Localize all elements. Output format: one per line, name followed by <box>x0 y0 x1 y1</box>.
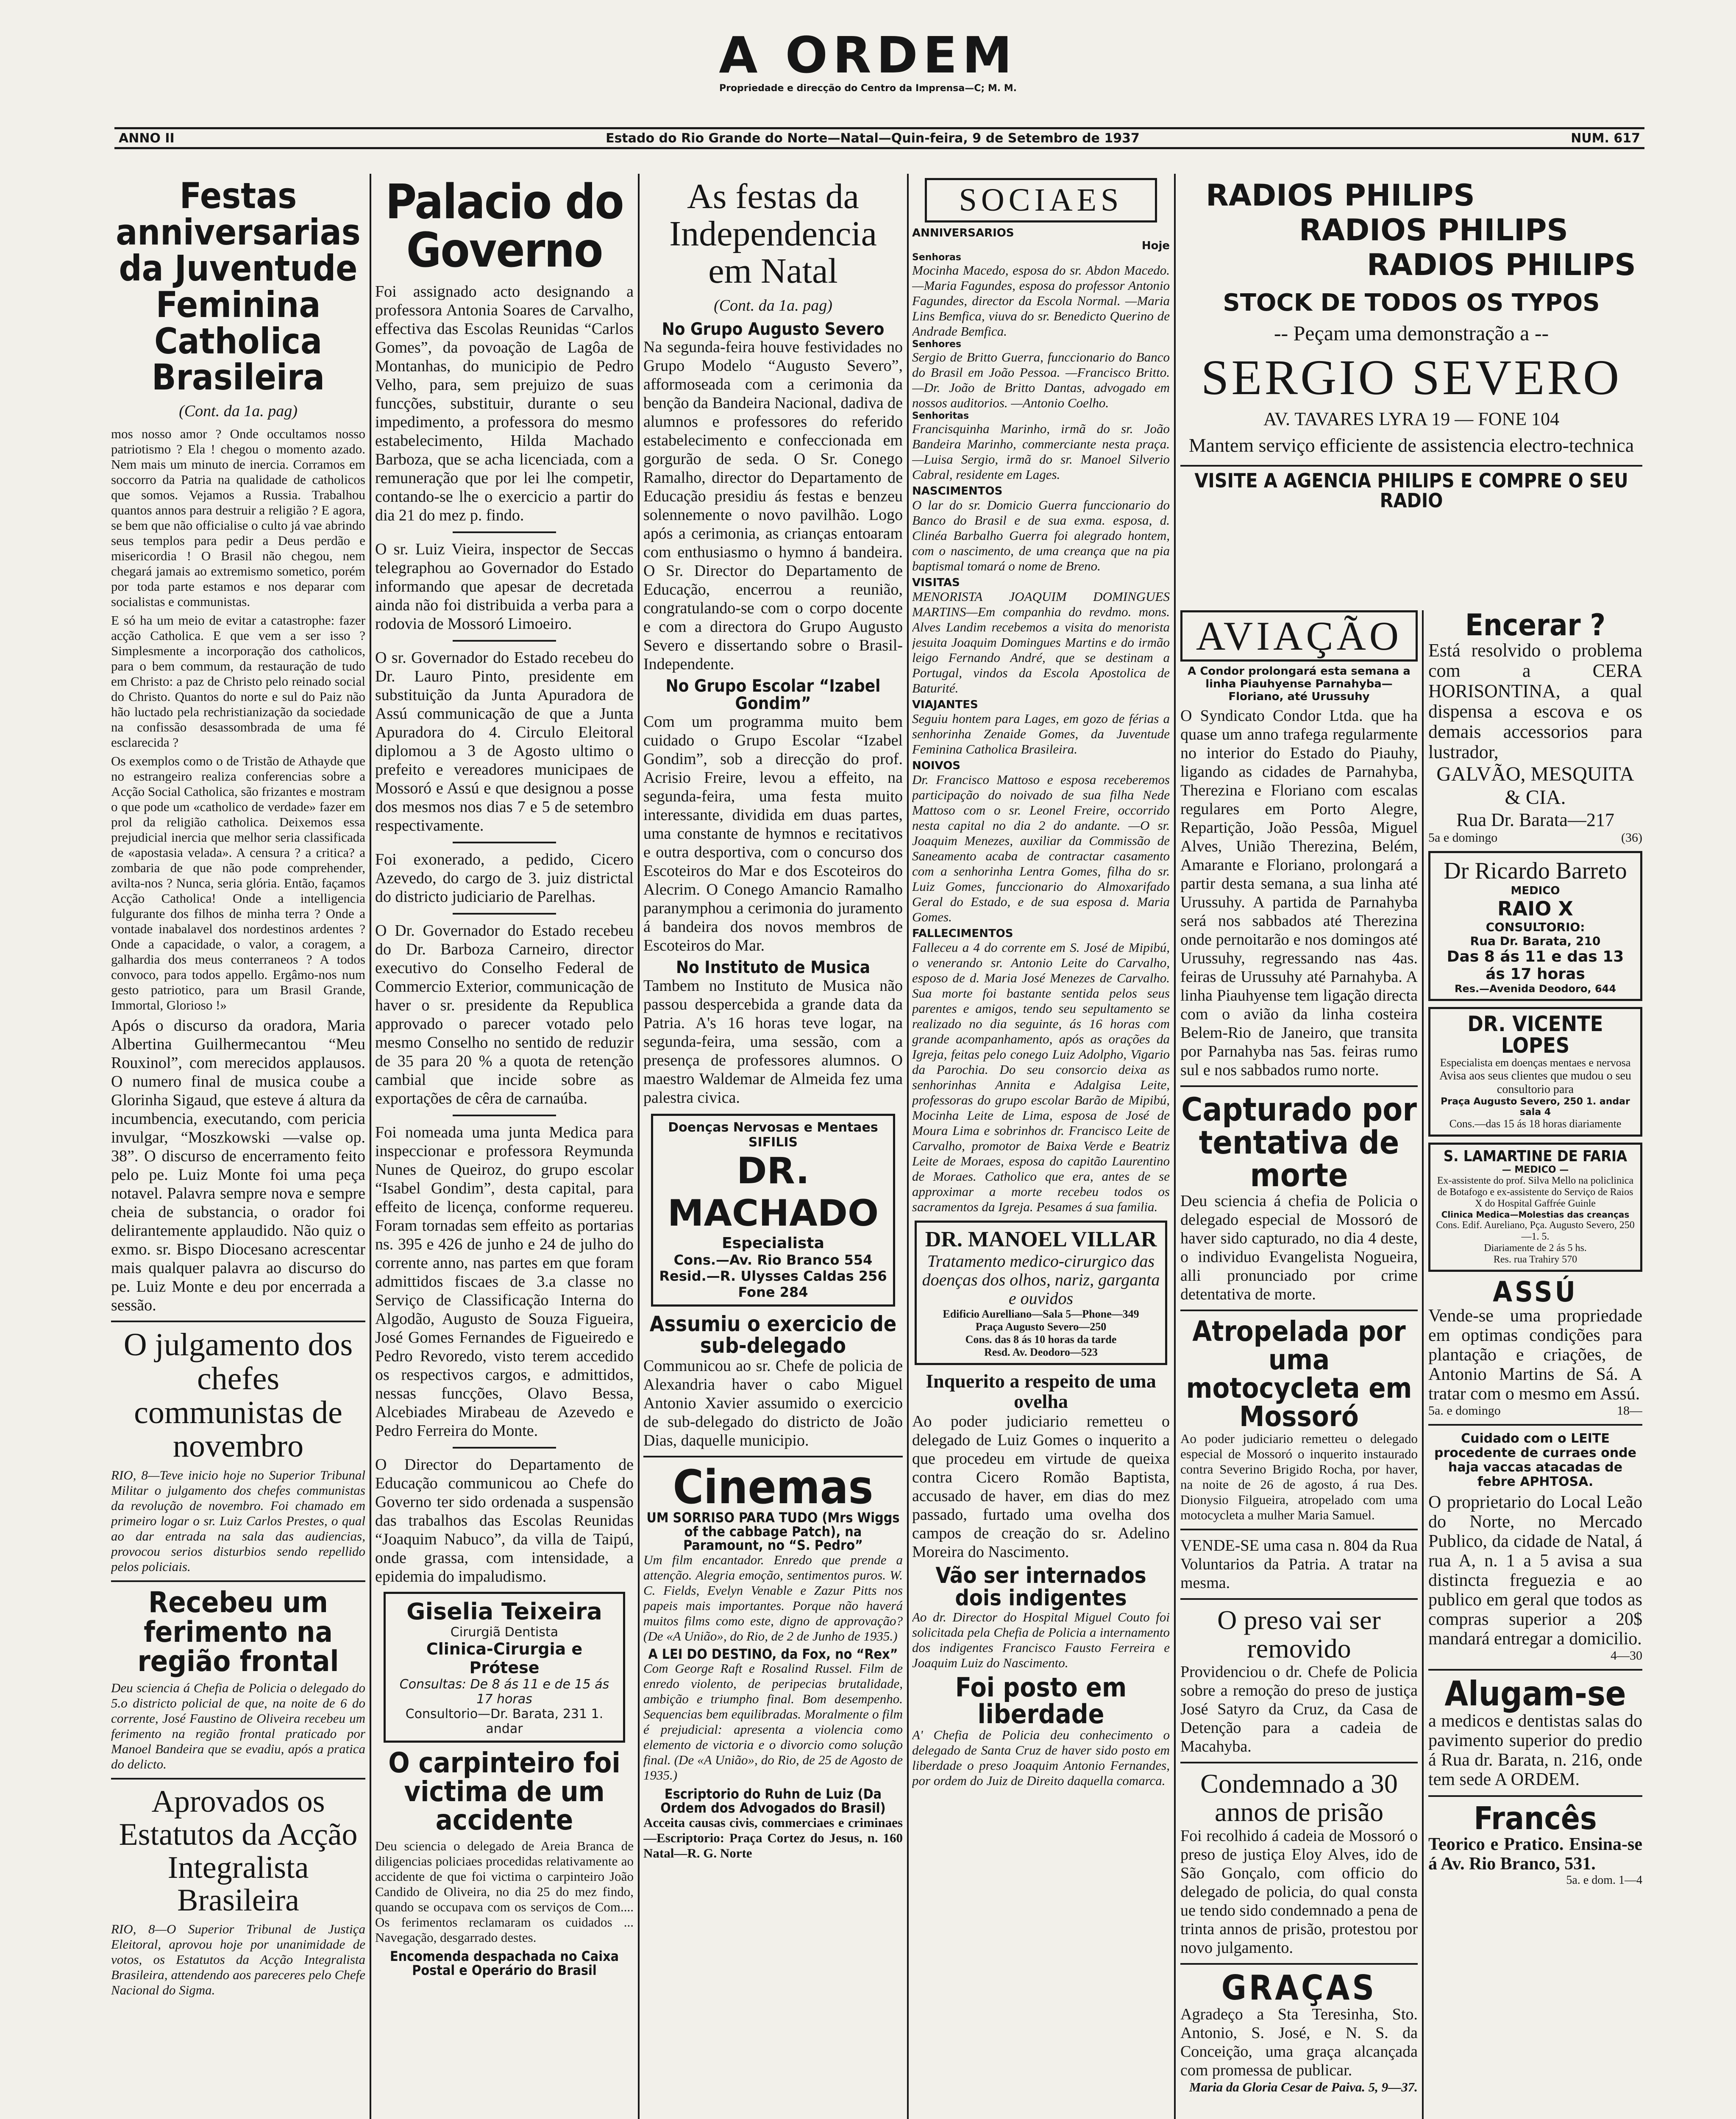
column-2 <box>375 178 634 2119</box>
section-subhead: VISITAS <box>912 576 960 589</box>
article-headline: Aprovados os Estatutos da Acção Integralista Brasileira <box>119 1784 358 1918</box>
column-1 <box>111 178 365 2119</box>
notice: Cuidado com o LEITE procedente de curraes onde haja vaccas atacadas de febre APHTOSA. <box>1434 1431 1636 1490</box>
ad-line: Res.—Avenida Deodoro, 644 <box>1454 983 1616 995</box>
issue-number: NUM. 617 <box>1571 131 1640 146</box>
paragraph: E só ha um meio de evitar a catastrophe: fazer acção Catholica. E que vem a ser isso ? Simplesmente a incorporação dos catholicos, para o bem commum, da restauração de tudo em Christo: a paz de Christo pelo reinado social do Christo. Quantos do norte e sul do Paiz não hão luctado pela rechristianização da sociedade na confissão desassombrada de uma fé esclarecida ? <box>111 613 365 750</box>
ad-line: — MEDICO — <box>1502 1165 1569 1176</box>
section-subhead: ANNIVERSARIOS <box>912 227 1014 239</box>
paragraph: Falleceu a 4 do corrente em S. José de Mipibú, o venerando sr. Antonio Leite do Carvalho, esposo de d. Maria José Menezes de Carvalho. Sua morte foi bastante sentida pelos seus parentes e amigos, tendo seu sepultamento se realizado no dia seguinte, ás 16 horas com grande acompanhamento, após as orações da Igreja, feitas pelo conego Luiz Adolpho, Vigario da Parochia. Do seu consorcio deixa as senhorinhas Annita e Adalgisa Leite, professoras do grupo escolar Barão de Mipibú, Mocinha Leite de Lima, esposa de José de Moura Lima e sobrinhos dr. Francisco Leite de Carvalho, promotor de Baixa Verde e Beatriz Leite de Moraes, esposa do capitão Laurentino de Moraes. Catholico que era, antes de se approximar a morte recebeu todos os sacramentos da Igreja. Pesames á sua familia. <box>912 940 1170 1214</box>
paragraph: Ao poder judiciario remetteu o delegado especial de Mossoró o inquerito instaurado contra Severino Brigido Rocha, por haver, na noite de 26 de agosto, á rua Des. Dionysio Filgueira, atropelado com uma motocycleta a mulher Maria Samuel. <box>1180 1431 1418 1522</box>
ad-name: Francês <box>1474 1800 1597 1837</box>
ad-line: Cons.—Av. Rio Branco 554 <box>673 1251 873 1268</box>
sociaes-header: SOCIAES <box>925 178 1157 222</box>
column-rule <box>1174 174 1176 2119</box>
ad-name: Alugam-se <box>1444 1674 1626 1714</box>
ad-line: RADIOS PHILIPS <box>1299 213 1568 247</box>
ad-line: Especialista em doenças mentaes e nervosa <box>1440 1057 1631 1069</box>
paragraph: Os exemplos como o de Tristão de Athayde que no estrangeiro realiza conferencias sobre a Acção Social Catholica, são frizantes e mostram o que pode um «catholico de verdade» fazer em prol da religião catholica. Deixemos essa prejudicial inercia que melhor seria classificada de «apostasia velada». A censura ? a critica? a zombaria de que não pode comprehender, avilta-nos ? Nunca, seria glória. Então, façamos Acção Catholica! Onde a intelligencia fulgurante dos filhos de minha terra ? Onde a vontade inabalavel dos nordestinos ardentes ? Onde a capacidade, o valor, a coragem, a galhardia dos meus conterraneos ? A todos convoco, para todos appello. Ergâmo-nos num gesto patriotico, para um Brasil Grande, Immortal, Glorioso !» <box>111 754 365 1013</box>
ad-line: Mantem serviço efficiente de assistencia electro-technica <box>1188 434 1634 456</box>
gracas-header: GRAÇAS <box>1221 1968 1377 2008</box>
column-rule <box>907 174 909 2119</box>
paragraph: mos nosso amor ? Onde occultamos nosso patriotismo ? Ela ! chegou o momento azado. Nem mais um minuto de inercia. Corramos em soccorro da Patria na qualidade de catholicos que somos. Vejamos a Russia. Trabalhou quantos annos para destruir a religião ? E agora, se bem que não officialise o culto já vae abrindo seus templos para pedir a Deus perdão e misericordia ! O Brasil não chegou, nem chegará jamais ao extremismo sometico, porém por toda parte estamos e nos deparar com socialistas e communistas. <box>111 426 365 609</box>
section-subhead: No Instituto de Musica <box>676 957 871 977</box>
ad-line: (36) <box>1621 831 1642 845</box>
paragraph: Communicou ao sr. Chefe de policia de Alexandria haver o cabo Miguel Antonio Xavier assumido o exercicio de sub-delegado do districto de João Dias, daquelle municipio. <box>643 1357 903 1449</box>
ad-line: Das 8 ás 11 e das 13 ás 17 horas <box>1447 948 1624 983</box>
ad-line: Consultorio—Dr. Barata, 231 1. andar <box>405 1707 604 1737</box>
paragraph: Agradeço a Sta Teresinha, Sto. Antonio, S. José, e N. S. da Conceição, uma graça alcançada com promessa de publicar. <box>1180 2005 1418 2080</box>
classified-line: Encomenda despachada no Caixa Postal e Operário do Brasil <box>389 1948 619 1979</box>
ad-line: -- Peçam uma demonstração a -- <box>1274 321 1549 345</box>
ad-name: Encerar ? <box>1465 610 1605 642</box>
section-subhead: No Grupo Escolar “Izabel Gondim” <box>665 676 881 714</box>
aviacao-header: AVIAÇÃO <box>1180 610 1418 662</box>
ad-line: Cirurgiã Dentista <box>450 1625 559 1640</box>
article-body <box>111 426 365 1013</box>
ad-line: Vende-se uma propriedade em optimas condições para plantação e criações, de Antonio Martins de Sá. A tratar com o mesmo em Assú. <box>1428 1306 1642 1404</box>
continuation-note: (Cont. da 1a. pag) <box>179 402 298 420</box>
cinemas-title: Cinemas <box>673 1460 874 1514</box>
ad-line: Especialista <box>722 1234 824 1252</box>
ad-line: Edificio Aurelliano—Sala 5—Phone—349 <box>943 1308 1139 1320</box>
ad-line: Res. rua Trahiry 570 <box>1493 1254 1577 1265</box>
article-headline: Inquerito a respeito de uma ovelha <box>926 1370 1156 1413</box>
ad-line: Consultas: De 8 ás 11 e de 15 ás 17 horas <box>399 1677 609 1707</box>
ad-line: Resid.—R. Ulysses Caldas 256 <box>659 1268 887 1284</box>
paragraph: O sr. Governador do Estado recebeu do Dr. Lauro Pinto, presidente em substituição da Junta Apuradora de Assú communicação de que a Junta Apuradora do 4. Circulo Eleitoral diplomou a 3 de Agosto ultimo o prefeito e vereadores municipaes de Mossoró e Assú e que designou a posse dos mesmos nos dias 7 e 5 de setembro respectivamente. <box>375 649 634 835</box>
column-3 <box>643 178 903 2119</box>
column-rule <box>370 174 371 2119</box>
ad-line: O proprietario do Local Leão do Norte, no Mercado Publico, da cidade de Natal, á rua A, n. 1 a 5 avisa a sua distincta freguezia e ao publico em geral que todos as compras superior a 20$ mandará entregar a domicilio. <box>1428 1493 1642 1649</box>
section-subhead: Senhoritas <box>912 411 969 421</box>
signature-line: Maria da Gloria Cesar de Paiva. 5, 9—37. <box>1189 2080 1418 2095</box>
paragraph: Com um programma muito bem cuidado o Grupo Escolar “Izabel Gondim”, sob a direcção do prof. Acrisio Freire, levou a effeito, na segunda-feira, uma festa muito interessante, dividida em duas partes, uma constante de hymnos e recitativos e outra desportiva, com o concurso dos Escoteiros do Mar e dos Escoteiros do Alecrim. O Conego Amancio Ramalho paranymphou a cerimonia do juramento á bandeira dos novos membros de Escoteiros do Mar. <box>643 712 903 954</box>
paragraph: RIO, 8—O Superior Tribunal de Justiça Eleitoral, aprovou hoje por unanimidade de votos, os Estatutos da Acção Integralista Brasileira, attendendo aos pareceres pelo Chefe Nacional do Sigma. <box>111 1922 365 1998</box>
article-headline: Palacio do Governo <box>385 178 623 278</box>
article-headline: Capturado por tentativa de morte <box>1181 1090 1417 1194</box>
newspaper-subtitle: Propriedade e direcção do Centro da Imprensa—C; M. M. <box>719 83 1017 94</box>
advertisement-doctor-villar <box>915 1221 1167 1365</box>
article-headline: Foi posto em liberdade <box>955 1671 1127 1730</box>
ad-name: SERGIO SEVERO <box>1201 350 1622 405</box>
ad-line: Diariamente de 2 ás 5 hs. <box>1484 1243 1587 1254</box>
article-headline: Atropelada por uma motocycleta em Mossoró <box>1186 1315 1412 1433</box>
ad-line: 4—30 <box>1611 1649 1642 1663</box>
ad-line: 5a. e domingo <box>1428 1404 1501 1418</box>
section-subhead: Senhoras <box>912 252 961 263</box>
paragraph: Ao dr. Director do Hospital Miguel Couto foi solicitada pela Chefia de Policia a internamento dos indigentes Francisco Fausto Ferreira e Joaquim Luiz do Nascimento. <box>912 1609 1170 1670</box>
masthead <box>0 26 1736 94</box>
ad-line: RADIOS PHILIPS <box>1206 178 1475 213</box>
article-body <box>111 1016 365 1315</box>
advertisement-doctor <box>651 1114 895 1307</box>
ad-name: S. LAMARTINE DE FARIA <box>1443 1148 1628 1165</box>
ad-name: Giselia Teixeira <box>406 1598 602 1625</box>
advertisement-dentist <box>384 1592 625 1743</box>
ad-line: 5a e domingo <box>1428 831 1498 845</box>
ad-line: a medicos e dentistas salas do pavimento superior do predio á Rua dr. Barata, n. 216, onde tem sede A ORDEM. <box>1428 1711 1642 1790</box>
paragraph: Deu sciencia á Chefia de Policia o delegado do 5.o districto policial de que, na noite de 6 do corrente, José Faustino de Oliveira recebeu um ferimento na região frontal praticado por Manoel Bandeira que se evadiu, após a pratica do delicto. <box>111 1680 365 1772</box>
paragraph: Na segunda-feira houve festividades no Grupo Modelo “Augusto Severo”, afformoseada com a cerimonia da benção da Bandeira Nacional, dadiva de alumnos e professores do referido estabelecimento e confeccionada em gorgurão de seda. O Sr. Conego Ramalho, director do Departamento de Educação presidiu ás festas e benzeu solennemente o novo pavilhão. Logo após a cerimonia, as crianças entoaram com enthusiasmo o hymno á bandeira. O Sr. Director do Departamento de Educação, encerrou a reunião, congratulando-se com o corpo docente e com a directora do Grupo Augusto Severo e dissertando sobre o Brasil-Independente. <box>643 338 903 673</box>
ad-line: 18— <box>1617 1404 1642 1418</box>
paragraph: MENORISTA JOAQUIM DOMINGUES MARTINS—Em companhia do revdmo. mons. Alves Landim recebemos a visita do menorista jesuita Joaquim Domingues Martins e do irmão leigo Fernando André, que se destinam a Portugal, vindos da Escola Apostolica de Baturité. <box>912 589 1170 695</box>
ad-line: Tratamento medico-cirurgico das doenças dos olhos, nariz, garganta e ouvidos <box>922 1251 1160 1308</box>
ad-line: Teorico e Pratico. Ensina-se á Av. Rio Branco, 531. <box>1428 1835 1642 1874</box>
ad-line: Acceita causas civis, commerciaes e criminaes—Escriptorio: Praça Cortez do Jesus, n. 160 Natal—R. G. Norte <box>643 1815 903 1860</box>
dateline <box>114 127 1644 149</box>
section-subhead: NOIVOS <box>912 759 961 772</box>
paragraph: A' Chefia de Policia deu conhecimento o delegado de Santa Cruz de haver sido posto em liberdade o preso Joaquim Antonio Fernandes, por ordem do Juiz de Direito daquella comarca. <box>912 1727 1170 1788</box>
philips-advertisement <box>1180 178 1642 602</box>
column-5a <box>1180 610 1418 2119</box>
ad-line: Rua Dr. Barata—217 <box>1456 809 1614 831</box>
column-4 <box>912 178 1170 2119</box>
advertisement-doctor-lopes <box>1428 1007 1642 1137</box>
column-rule <box>638 174 640 2119</box>
ad-line: STOCK DE TODOS OS TYPOS <box>1223 289 1600 317</box>
ad-line: AV. TAVARES LYRA 19 — FONE 104 <box>1263 409 1560 429</box>
ad-name: ASSÚ <box>1493 1276 1578 1309</box>
section-subhead: Hoje <box>1141 239 1170 252</box>
paragraph: O lar do sr. Domicio Guerra funccionario do Banco do Brasil e de sua exma. esposa, d. Clinéa Barbalho Guerra foi alegrado hontem, com o nascimento, de uma creança que na pia baptismal tomará o nome de Breno. <box>912 498 1170 573</box>
paragraph: Dr. Francisco Mattoso e esposa receberemos participação do noivado de sua filha Nede Mattoso com o sr. Leonel Freire, occorrido nesta capital no dia 2 do andante. —O sr. Joaquim Menezes, auxiliar da Commissão de Saneamento acaba de contractar casamento com a senhorinha Lentra Gomes, filha do sr. Luiz Gomes, funccionario do Almoxarifado Geral do Estado, e de sua esposa d. Maria Gomes. <box>912 772 1170 924</box>
article-headline: Festas anniversarias da Juventude Feminina Catholica Brasileira <box>116 178 361 398</box>
ad-line: Ex-assistente do prof. Silva Mello na policlinica de Botafogo e ex-assistente do Serviço de Raios X do Hospital Gaffrée Guinle <box>1437 1175 1634 1210</box>
ad-name: DR. MACHADO <box>667 1149 879 1235</box>
ad-line: Avisa aos seus clientes que mudou o seu consultorio para <box>1439 1069 1631 1096</box>
paragraph: Mocinha Macedo, esposa do sr. Abdon Macedo. —Maria Fagundes, esposa do professor Antonio Fagundes, director da Escola Normal. —Maria Lins Bemfica, viuva do sr. Benedicto Querino de Andrade Bemfica. <box>912 263 1170 339</box>
newspaper-title: A ORDEM <box>719 26 1017 84</box>
paragraph: Deu sciencia o delegado de Areia Branca de diligencias policiaes procedidas relativamente ao accidente de que foi victima o carpinteiro João Candido de Oliveira, no dia 25 do mez findo, quando se occupava com os serviços de Com.... Os ferimentos reclamaram os cuidados ... Navegação, desgarrado destes. <box>375 1838 634 1945</box>
paragraph: O sr. Luiz Vieira, inspector de Seccas telegraphou ao Governador do Estado informando que apesar de decretada ainda não foi distribuida a verba para a rodovia de Mossoró Limoeiro. <box>375 540 634 633</box>
ad-line: Cons.—das 15 ás 18 horas diariamente <box>1449 1118 1622 1130</box>
paragraph: RIO, 8—Teve inicio hoje no Superior Tribunal Militar o julgamento dos chefes communistas da revolução de novembro. Foi chamado em primeiro logar o sr. Luiz Carlos Prestes, o qual ao dar entrada na sala das audiencias, provocou serios disturbios sendo repellido pelos policiais. <box>111 1468 365 1574</box>
paragraph: Foi exonerado, a pedido, Cicero Azevedo, do cargo de 3. juiz districtal do districto judiciario de Parelhas. <box>375 851 634 906</box>
ad-line: MEDICO <box>1511 884 1560 898</box>
ad-line: CONSULTORIO: <box>1486 920 1585 934</box>
ad-line: Fone 284 <box>738 1284 808 1300</box>
article-headline: Assumiu o exercicio de sub-delegado <box>649 1311 897 1358</box>
paragraph: O Dr. Governador do Estado recebeu do Dr. Barboza Carneiro, director executivo do Conselho Federal de Commercio Exterior, communicação de haver o sr. presidente da Republica approvado o parecer votado pelo mesmo Conselho no sentido de reduzir de 35 para 20 % a quota de retenção cambial que incide sobre as exportações de cêra de carnaúba. <box>375 922 634 1108</box>
ad-line: Resd. Av. Deodoro—523 <box>984 1346 1098 1358</box>
section-subhead: FALLECIMENTOS <box>912 927 1013 940</box>
paragraph: Foi nomeada uma junta Medica para inspeccionar e professora Reymunda Nunes de Queiroz, do grupo escolar “Isabel Gondim”, desta capital, para effeito de licença, conforme requereu. Foram tornadas sem effeito as portarias ns. 395 e 426 de junho e 24 de julho do corrente anno, nas partes em que foram admittidos fiscaes de 3.a classe no Serviço de Classificação Interna do Algodão, Augusto de Souza Figueira, José Gomes Fernandes de Figueiredo e Pedro Revoredo, visto terem accedido os respectivos cargos, e admittidos, nessas funcções, Olavo Bessa, Alcebiades Mirabeau de Azevedo e Pedro Ferreira do Monte. <box>375 1123 634 1440</box>
issue-date: Estado do Rio Grande do Norte—Natal—Quin-feira, 9 de Setembro de 1937 <box>606 131 1140 146</box>
ad-line: Doenças Nervosas e Mentaes SIFILIS <box>668 1120 878 1150</box>
advertisement-doctor-faria <box>1428 1143 1642 1272</box>
section-subhead: Senhores <box>912 339 962 350</box>
paragraph: O Syndicato Condor Ltda. que ha quase um anno trafega regularmente no interior do Estado do Piauhy, ligando as cidades de Parnahyba, Therezina e Floriano com escalas regulares em Porto Alegre, Repartição, João Pessôa, Miguel Alves, União Therezina, Belém, Amarante e Floriano, prolongará a partir desta semana, a sua linha até Urussuhy. A partida de Parnahyba será nos sabbados até Therezina onde pernoitarão e nos domingos até Urussuhy, regressando nas 4as. feiras de Urussuhy até Parnahyba. A linha Piauhyense tem ligação directa com o avião da linha costeira Belem-Rio de Janeiro, que transita por Parnahyba nas 5as. feiras rumo sul e nos sabbados rumo norte. <box>1180 707 1418 1079</box>
ad-name: DR. MANOEL VILLAR <box>925 1227 1157 1251</box>
section-subhead: UM SORRISO PARA TUDO (Mrs Wiggs of the cabbage Patch), na Paramount, no “S. Pedro” <box>646 1509 900 1554</box>
article-body <box>375 282 634 1586</box>
paragraph: Foi recolhido á cadeia de Mossoró o preso de justiça Eloy Alves, ido de São Gonçalo, com officio do delegado de policia, do qual consta ue tendo sido condemnado a pena de trinta annos de prisão, protestou por novo julgamento. <box>1180 1827 1418 1957</box>
paragraph: Providenciou o dr. Chefe de Policia sobre a remoção do preso de justiça José Satyro da Cruz, da Casa de Detenção para a cadeia de Macahyba. <box>1180 1663 1418 1756</box>
ad-line: GALVÃO, MESQUITA & CIA. <box>1436 763 1634 809</box>
continuation-note: (Cont. da 1a. pag) <box>714 296 832 314</box>
paragraph: Sergio de Britto Guerra, funccionario do Banco do Brasil em João Pessoa. —Francisco Britto. —Dr. João de Britto Dantas, advogado em nossos auditorios. —Antonio Coelho. <box>912 350 1170 410</box>
paragraph: Foi assignado acto designando a professora Antonia Soares de Carvalho, effectiva das Escolas Reunidas “Carlos Gomes”, da povoação de Lagôa de Montanhas, do municipio de Pedro Velho, para, sem prejuizo de suas funcções, substituir, durante o seu impedimento, a professora do mesmo estabelecimento, Hilda Machado Barboza, que se acha licenciada, com a remuneração que por lei lhe competir, contando-se lhe o exercicio a partir do dia 21 do mez p. findo. <box>375 283 634 525</box>
ad-name: DR. VICENTE LOPES <box>1467 1012 1603 1058</box>
ad-line: RAIO X <box>1497 897 1573 920</box>
ad-line: Cons. das 8 ás 10 horas da tarde <box>965 1333 1117 1346</box>
article-headline: As festas da Independencia em Natal <box>669 178 877 291</box>
ad-line: Praça Augusto Severo, 250 1. andar sala 4 <box>1441 1096 1630 1118</box>
ad-line: Clinica Medica—Molestias das creanças <box>1441 1210 1630 1220</box>
article-headline: Condemnado a 30 annos de prisão <box>1200 1769 1398 1827</box>
ad-line: VISITE A AGENCIA PHILIPS E COMPRE O SEU RADIO <box>1180 465 1642 511</box>
section-subhead: No Grupo Augusto Severo <box>662 319 885 339</box>
paragraph: Um film encantador. Enredo que prende a attenção. Alegria emoção, sentimentos puros. W. C. Fields, Evelyn Venable e Zazur Pitts nos papeis mais importantes. Porque não haverá muitos films como este, digno de approvação? (De «A União», do Rio, de 2 de Junho de 1935.) <box>643 1552 903 1643</box>
article-headline: Recebeu um ferimento na região frontal <box>137 1586 339 1678</box>
paragraph: Francisquinha Marinho, irmã do sr. João Bandeira Marinho, commerciante nesta praça. —Luisa Sergio, irmã do sr. Manoel Silverio Cabral, residente em Lages. <box>912 421 1170 482</box>
paragraph: VENDE-SE uma casa n. 804 da Rua Voluntarios da Patria. A tratar na mesma. <box>1180 1536 1418 1592</box>
column-rule <box>1422 610 1424 2119</box>
ad-line: RADIOS PHILIPS <box>1367 247 1636 282</box>
issue-year: ANNO II <box>119 131 175 146</box>
advertisement-doctor-barreto <box>1428 851 1642 1001</box>
section-subhead: A Condor prolongará esta semana a linha Piauhyense Parnahyba—Floriano, até Urussuhy <box>1188 665 1410 703</box>
article-headline: O julgamento dos chefes communistas de novembro <box>123 1327 353 1464</box>
section-subhead: NASCIMENTOS <box>912 485 1003 498</box>
section-subhead: A LEI DO DESTINO, da Fox, no “Rex” <box>648 1646 898 1662</box>
ad-line: 5a. e dom. 1—4 <box>1566 1874 1642 1887</box>
ad-line: Clinica-Cirurgia e Prótese <box>426 1640 583 1677</box>
section-subhead: VIAJANTES <box>912 698 978 711</box>
paragraph: Com George Raft e Rosalind Russel. Film de enredo violento, de peripecias brutalidade, ambição e triumpho final. Bom desempenho. Sequencias bem equilibradas. Moralmente o film é prejudicial: apresenta a violencia como elemento de victoria e o divorcio como solução final. (De «A União», do Rio, de 25 de Agosto de 1935.) <box>643 1661 903 1783</box>
paragraph: Seguiu hontem para Lages, em gozo de férias a senhorinha Zenaide Gomes, da Juventude Feminina Catholica Brasileira. <box>912 711 1170 756</box>
article-headline: O carpinteiro foi victima de um accidente <box>388 1746 620 1837</box>
paragraph: Deu sciencia á chefia de Policia o delegado especial de Mossoró de haver sido capturado, no dia 4 deste, o individuo Evangelista Nogueira, alli pronunciado por crime detentativa de morte. <box>1180 1192 1418 1303</box>
ad-line: Rua Dr. Barata, 210 <box>1470 934 1601 948</box>
ad-line: Está resolvido o problema com a CERA HORISONTINA, a qual dispensa a escova e os demais accessorios para lustrador, <box>1428 640 1642 763</box>
article-headline: Vão ser internados dois indigentes <box>935 1563 1146 1611</box>
paragraph: Ao poder judiciario remetteu o delegado de Luiz Gomes o inquerito a que procedeu em virtude de queixa contra Cicero Romão Baptista, accusado de haver, em dias do mez passado, furtado uma ovelha dos campos de creação do sr. Adelino Moreira do Nascimento. <box>912 1412 1170 1561</box>
ad-line: Cons. Edif. Aureliano, Pça. Augusto Severo, 250—1. 5. <box>1436 1220 1635 1243</box>
ad-name: Dr Ricardo Barreto <box>1444 858 1627 884</box>
article-headline: O preso vai ser removido <box>1217 1605 1381 1663</box>
ad-name: Escriptorio do Ruhn de Luiz (Da Ordem dos Advogados do Brasil) <box>660 1786 886 1816</box>
paragraph: O Director do Departamento de Educação communicou ao Chefe do Governo ter sido ordenada a suspensão das trabalhos das Escolas Reunidas “Joaquim Nabuco”, da villa de Taipú, onde grassa, com intensidade, a epidemia do impaludismo. <box>375 1456 634 1586</box>
paragraph: Após o discurso da oradora, Maria Albertina Guilhermecantou “Meu Rouxinol”, com merecidos applausos. O numero final de musica coube a Glorinha Sigaud, que esteve á altura da incumbencia, executando, com pericia invulgar, “Moszkowski —valse op. 38”. O discurso de encerramento feito pelo pe. Luiz Monte foi uma peça notavel. Palavra sempre nova e sempre cheia de substancia, o orador foi delirantemente applaudido. Não quiz o exmo. sr. Bispo Diocesano acrescentar mais qualquer palavra ao discurso do pe. Luiz Monte e deu por encerrada a sessão. <box>111 1017 365 1315</box>
column-5b <box>1428 610 1642 2119</box>
paragraph: Tambem no Instituto de Musica não passou despercebida a grande data da Patria. A's 16 horas teve logar, na segunda-feira, uma sessão, com a presença de professores alumnos. O maestro Waldemar de Almeida fez uma palestra civica. <box>643 976 903 1107</box>
ad-line: Praça Augusto Severo—250 <box>975 1321 1107 1333</box>
